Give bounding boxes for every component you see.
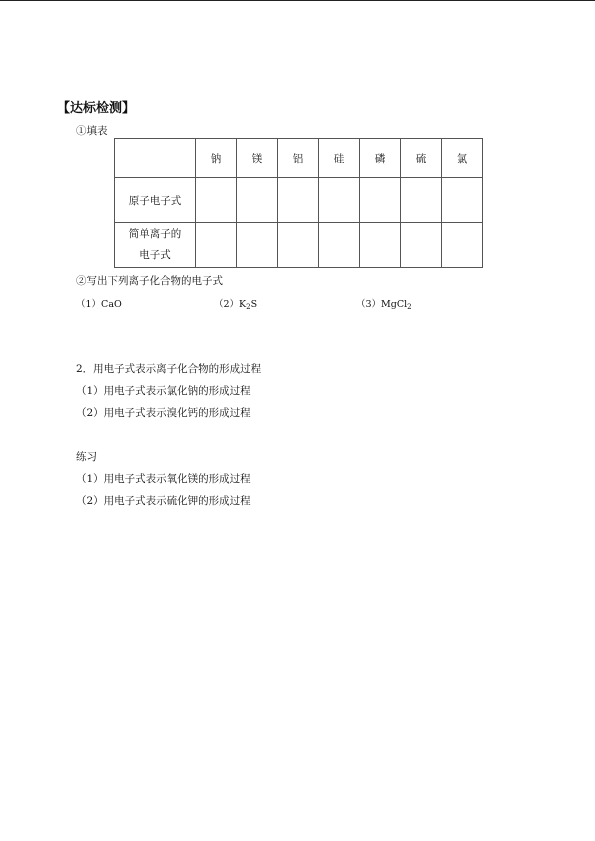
q2-item-mgcl2 — [356, 296, 412, 311]
answer-cell[interactable] — [319, 178, 360, 223]
element-cell-aluminum: 铝 — [278, 139, 319, 178]
section2-item: （1）用电子式表示氯化钠的形成过程 — [76, 385, 251, 397]
fill-table — [114, 138, 483, 268]
row-label-ion — [115, 223, 196, 268]
answer-cell[interactable] — [237, 223, 278, 268]
answer-cell[interactable] — [196, 223, 237, 268]
element-cell-magnesium: 镁 — [237, 139, 278, 178]
row-label-line: 电子式 — [139, 249, 171, 261]
element-cell-chlorine: 氯 — [442, 139, 483, 178]
table-header-row — [115, 139, 483, 178]
table-row — [115, 223, 483, 268]
table-row — [115, 178, 483, 223]
formula: CaO — [101, 299, 122, 310]
q2-label: ②写出下列离子化合物的电子式 — [76, 275, 223, 287]
q1-label: ①填表 — [76, 125, 108, 137]
q2-item-cao — [76, 296, 122, 310]
answer-cell[interactable] — [278, 178, 319, 223]
item-number: （1） — [76, 299, 102, 310]
answer-cell[interactable] — [360, 223, 401, 268]
element-cell-sodium: 钠 — [196, 139, 237, 178]
formula: K — [239, 299, 247, 310]
section2-item: （2）用电子式表示溴化钙的形成过程 — [76, 407, 251, 419]
answer-cell[interactable] — [319, 223, 360, 268]
practice-item: （2）用电子式表示硫化钾的形成过程 — [76, 495, 251, 507]
answer-cell[interactable] — [442, 223, 483, 268]
element-cell-sulfur: 硫 — [401, 139, 442, 178]
row-label-line: 简单离子的 — [128, 228, 182, 240]
practice-item: （1）用电子式表示氧化镁的形成过程 — [76, 473, 251, 485]
item-number: （3） — [356, 299, 382, 310]
section2-title: 2．用电子式表示离子化合物的形成过程 — [76, 363, 262, 375]
formula-subscript: 2 — [246, 303, 251, 311]
top-rule — [0, 0, 595, 1]
answer-cell[interactable] — [278, 223, 319, 268]
practice-title: 练习 — [76, 451, 97, 463]
element-cell-silicon: 硅 — [319, 139, 360, 178]
formula-tail: S — [250, 299, 258, 310]
item-number: （2） — [214, 299, 240, 310]
answer-cell[interactable] — [360, 178, 401, 223]
answer-cell[interactable] — [401, 223, 442, 268]
answer-cell[interactable] — [196, 178, 237, 223]
answer-cell[interactable] — [401, 178, 442, 223]
element-cell-phosphorus: 磷 — [360, 139, 401, 178]
table-corner-cell — [115, 139, 196, 178]
formula-subscript: 2 — [407, 303, 412, 311]
row-label-line: 原子电子式 — [128, 194, 182, 207]
row-label-atom — [115, 178, 196, 223]
answer-cell[interactable] — [442, 178, 483, 223]
formula: MgCl — [381, 299, 408, 310]
answer-cell[interactable] — [237, 178, 278, 223]
q2-item-k2s — [214, 296, 257, 311]
section-heading: 【达标检测】 — [57, 101, 136, 116]
